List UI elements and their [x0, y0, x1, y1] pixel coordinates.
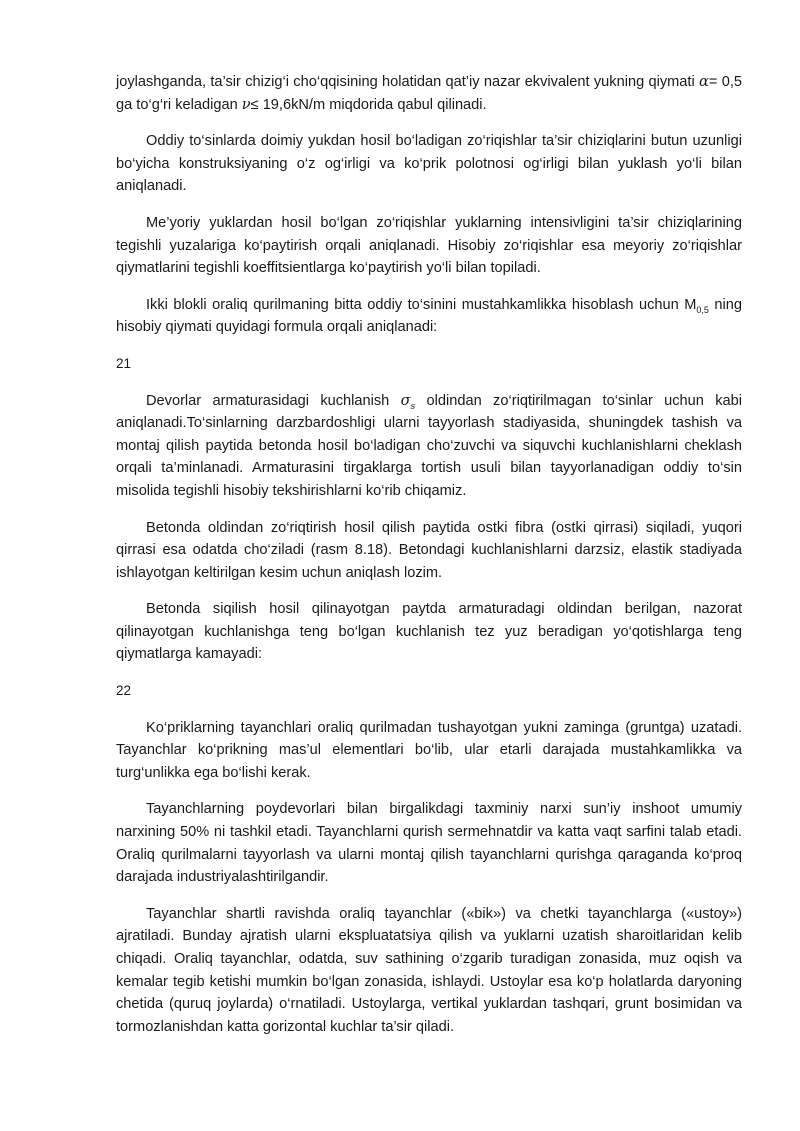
text-run: Devorlar armaturasidagi kuchlanish	[146, 392, 401, 409]
sigma-symbol: σ	[400, 391, 411, 409]
text-run: ning hisobiy qiymati quyidagi formula orqali aniqlanadi:	[116, 296, 742, 336]
paragraph-reinforcement-stress	[116, 390, 742, 503]
paragraph-foundation-cost: Tayanchlarning poydevorlari bilan birgalikdagi taxminiy narxi sun’iy inshoot umumiy narxining 50% ni tashkil etadi. Tayanchlarni qurish sermehnatdir va katta vaqt sarfini talab etadi. Oraliq qurilmalarni tayyorlash va ularni montaj qilish tayanchlarni qurishga qaraganda ko‘proq darajada industriyalashtirilgandir.	[116, 801, 742, 886]
text-run: = 0,5 ga to‘g‘ri keladigan	[116, 74, 742, 113]
subscript: 0,5	[696, 304, 709, 315]
text-run: ≤ 19,6kN/m miqdorida qabul qilinadi.	[250, 96, 487, 113]
nu-symbol: ν	[241, 95, 251, 113]
subscript: s	[410, 401, 416, 412]
paragraph-normative-loads: Me’yoriy yuklardan hosil bo‘lgan zo‘riqishlar yuklarning intensivligini ta’sir chiziqlarining tegishli yuzalariga ko‘paytirish orqali aniqlanadi. Hisobiy zo‘riqishlar esa meyoriy zo‘riqishlar qiymatlarini tegishli koeffitsientlarga ko‘paytirish yo‘li bilan topiladi.	[116, 214, 742, 277]
text-run: Ikki blokli oraliq qurilmaning bitta oddiy to‘sinini mustahkamlikka hisoblash uchun M	[146, 296, 697, 313]
paragraph-prestress-fibers: Betonda oldindan zo‘riqtirish hosil qilish paytida ostki fibra (ostki qirrasi) siqiladi, yuqori qirrasi esa odatda cho‘ziladi (rasm 8.18). Betondagi kuchlanishlarni darzsiz, elastik stadiyada ishlayotgan keltirilgan kesim uchun aniqlash lozim.	[116, 519, 742, 581]
formula-number: 21	[116, 355, 132, 371]
paragraph-stress-losses: Betonda siqilish hosil qilinayotgan paytda armaturadagi oldindan berilgan, nazorat qilinayotgan kuchlanishga teng bo‘lgan kuchlanish tez yuz beradigan yo‘qotishlarga teng qiymatlarga kamayadi:	[116, 601, 742, 663]
formula-number: 22	[116, 683, 132, 699]
text-run: joylashganda, ta’sir chizig‘i cho‘qqisining holatidan qat’iy nazar ekvivalent yukning qiymati	[116, 74, 700, 90]
paragraph-support-types: Tayanchlar shartli ravishda oraliq tayanchlar («bik») va chetki tayanchlarga («ustoy») ajratiladi. Bunday ajratish ularni ekspluatatsiya qilish va yuklarni uzatish sharoitlaridan kelib chiqadi. Oraliq tayanchlar, odatda, suv sathining o‘zgarib turadigan zonasida, muz oqish va kemalar tegib ketishi mumkin bo‘lgan zonasida, ishlaydi. Ustoylar esa ko‘p holatlarda daryoning chetida (quruq joylarda) o‘rnatiladi. Ustoylarga, vertikal yuklardan tashqari, grunt bosimidan va tormozlanishdan katta gorizontal kuchlar ta’sir qiladi.	[116, 905, 742, 1035]
alpha-symbol: α	[699, 73, 709, 90]
text-run: oldindan zo‘riqtirilmagan to‘sinlar uchun kabi aniqlanadi.To‘sinlarning darzbardoshligi ularni tayyorlash stadiyasida, shuningdek tashish va montaj qilish paytida betonda hosil bo‘ladigan cho‘zuvchi va siquvchi kuchlanishlarni cheklash orqali ta’minlanadi. Armaturasini tirgaklarga tortish usuli bilan tayyorlanadigan oddiy to‘sin misolida tegishli hisobiy tekshirishlarni ko‘rib chiqamiz.	[116, 392, 743, 499]
paragraph-moment-formula-intro	[116, 294, 742, 339]
paragraph-permanent-load: Oddiy to‘sinlarda doimiy yukdan hosil bo‘ladigan zo‘riqishlar ta’sir chiziqlarini butun uzunligi bo‘yicha konstruksiyaning o‘z og‘irligi va ko‘prik polotnosi og‘irligi bilan yuklash yo‘li bilan aniqlanadi.	[116, 133, 742, 195]
paragraph-continuation	[116, 71, 742, 116]
paragraph-bridge-supports: Ko‘priklarning tayanchlari oraliq qurilmadan tushayotgan yukni zaminga (gruntga) uzatadi. Tayanchlar ko‘prikning mas’ul elementlari bo‘lib, ular etarli darajada mustahkamlikka va turg‘unlikka ega bo‘lishi kerak.	[116, 719, 742, 781]
